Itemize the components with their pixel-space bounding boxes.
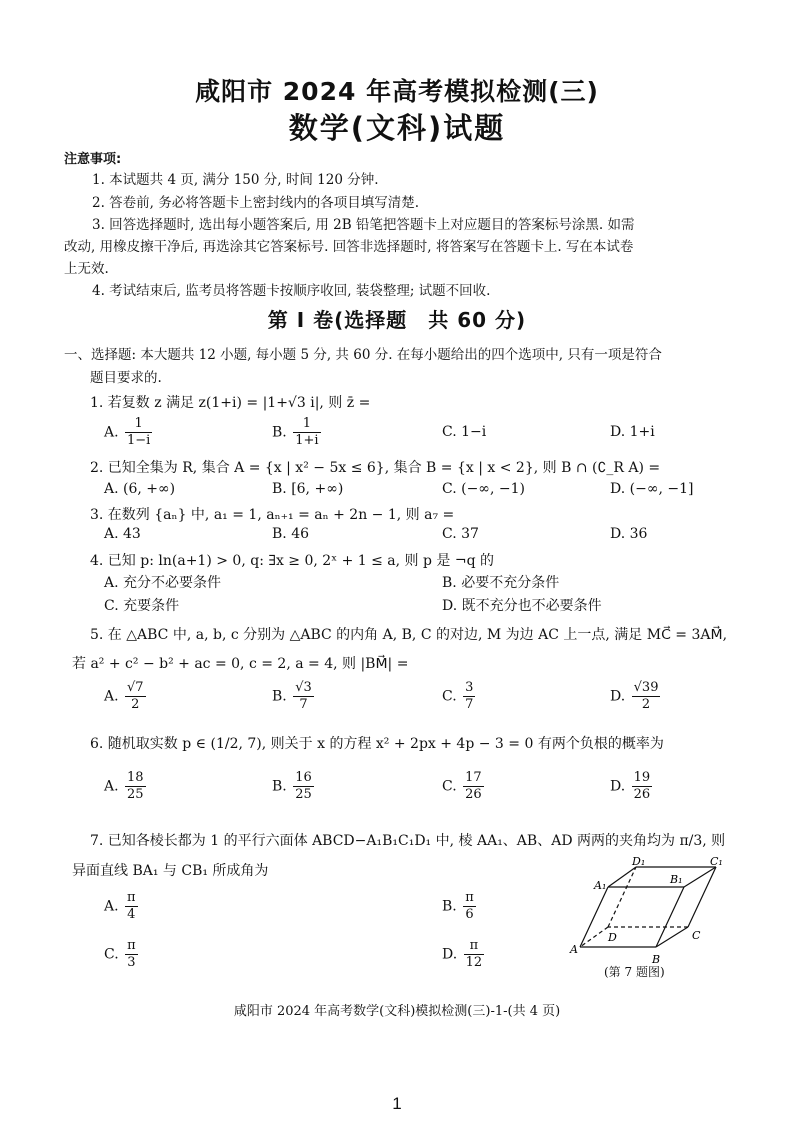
label-c1: C₁ bbox=[710, 855, 723, 868]
question-2-stem: 2. 已知全集为 R, 集合 A = {x | x² − 5x ≤ 6}, 集合 B = {x | x < 2}, 则 B ∩ (∁_R A) = bbox=[90, 460, 661, 476]
question-3-option-d: D. 36 bbox=[610, 526, 648, 542]
notice-line-6: 4. 考试结束后, 监考员将答题卡按顺序收回, 装袋整理; 试题不回收. bbox=[92, 283, 491, 299]
notice-heading: 注意事项: bbox=[64, 152, 122, 167]
question-5-option-a: A. $\frac{√7}{2}$ bbox=[104, 680, 144, 712]
label-a: A bbox=[570, 943, 578, 956]
question-6-option-d: D. $\frac{19}{26}$ bbox=[610, 770, 651, 802]
question-4-option-c: C. 充要条件 bbox=[104, 598, 180, 614]
question-5-option-b: B. $\frac{√3}{7}$ bbox=[272, 680, 312, 712]
label-d1: D₁ bbox=[632, 855, 646, 868]
figure-caption: (第 7 题图) bbox=[604, 965, 665, 979]
question-1-stem: 1. 若复数 z 满足 z(1+i) = |1+√3 i|, 则 z̄ = bbox=[90, 395, 371, 411]
question-5-option-c: C. $\frac{3}{7}$ bbox=[442, 680, 474, 712]
parallelepiped-figure bbox=[568, 855, 728, 965]
edge-a1-d1 bbox=[608, 867, 636, 887]
section-instruction-1: 一、选择题: 本大题共 12 小题, 每小题 5 分, 共 60 分. 在每小题给出的四个选项中, 只有一项是符合 bbox=[64, 347, 662, 363]
question-6-option-c: C. $\frac{17}{26}$ bbox=[442, 770, 482, 802]
question-6-option-a: A. $\frac{18}{25}$ bbox=[104, 770, 144, 802]
label-a1: A₁ bbox=[594, 879, 607, 892]
question-7-option-d: D. $\frac{\pi}{12}$ bbox=[442, 938, 483, 970]
question-6-stem: 6. 随机取实数 p ∈ (1/2, 7), 则关于 x 的方程 x² + 2px + 4p − 3 = 0 有两个负根的概率为 bbox=[90, 736, 664, 752]
question-2-option-a: A. (6, +∞) bbox=[104, 481, 176, 497]
exam-subtitle: 数学(文科)试题 bbox=[288, 111, 506, 145]
question-1-option-a: A. $\frac{1}{1-i}$ bbox=[104, 416, 151, 448]
section-title: 第 Ⅰ 卷(选择题 共 60 分) bbox=[267, 308, 527, 332]
question-7-option-b: B. $\frac{\pi}{6}$ bbox=[442, 890, 474, 922]
question-5-option-d: D. $\frac{√39}{2}$ bbox=[610, 680, 659, 712]
label-b: B bbox=[652, 953, 661, 965]
question-2-option-d: D. (−∞, −1] bbox=[610, 481, 694, 497]
page-number: 1 bbox=[392, 1094, 402, 1113]
edge-a-a1 bbox=[580, 887, 608, 947]
notice-line-1: 1. 本试题共 4 页, 满分 150 分, 时间 120 分钟. bbox=[92, 172, 379, 188]
question-4-stem: 4. 已知 p: ln(a+1) > 0, q: ∃x ≥ 0, 2ˣ + 1 ≤ a, 则 p 是 ¬q 的 bbox=[90, 553, 494, 569]
question-4-option-b: B. 必要不充分条件 bbox=[442, 575, 560, 591]
question-3-option-b: B. 46 bbox=[272, 526, 310, 542]
edge-d-d1 bbox=[608, 867, 636, 927]
question-7-option-c: C. $\frac{\pi}{3}$ bbox=[104, 938, 136, 970]
question-7-stem-2: 异面直线 BA₁ 与 CB₁ 所成角为 bbox=[72, 863, 269, 879]
section-instruction-2: 题目要求的. bbox=[90, 370, 162, 386]
question-1-option-c: C. 1−i bbox=[442, 424, 487, 440]
question-3-option-a: A. 43 bbox=[104, 526, 141, 542]
question-5-stem-2: 若 a² + c² − b² + ac = 0, c = 2, a = 4, 则 |BM⃗| = bbox=[72, 656, 409, 672]
question-7-option-a: A. $\frac{\pi}{4}$ bbox=[104, 890, 136, 922]
question-3-option-c: C. 37 bbox=[442, 526, 479, 542]
question-1-option-b: B. $\frac{1}{1+i}$ bbox=[272, 416, 319, 448]
question-2-option-b: B. [6, +∞) bbox=[272, 481, 344, 497]
question-6-option-b: B. $\frac{16}{25}$ bbox=[272, 770, 312, 802]
question-4-option-d: D. 既不充分也不必要条件 bbox=[442, 598, 602, 614]
question-1-option-d: D. 1+i bbox=[610, 424, 655, 440]
question-2-option-c: C. (−∞, −1) bbox=[442, 481, 525, 497]
label-d: D bbox=[608, 931, 617, 944]
question-3-stem: 3. 在数列 {aₙ} 中, a₁ = 1, aₙ₊₁ = aₙ + 2n − 1, 则 a₇ = bbox=[90, 507, 455, 523]
question-4-option-a: A. 充分不必要条件 bbox=[104, 575, 222, 591]
label-b1: B₁ bbox=[670, 873, 683, 886]
question-7-stem-1: 7. 已知各棱长都为 1 的平行六面体 ABCD−A₁B₁C₁D₁ 中, 棱 AA₁、AB、AD 两两的夹角均为 π/3, 则 bbox=[90, 833, 726, 849]
question-5-stem-1: 5. 在 △ABC 中, a, b, c 分别为 △ABC 的内角 A, B, C 的对边, M 为边 AC 上一点, 满足 MC⃗ = 3AM⃗, bbox=[90, 627, 728, 643]
notice-line-5: 上无效. bbox=[64, 261, 109, 277]
notice-line-4: 改动, 用橡皮擦干净后, 再选涂其它答案标号. 回答非选择题时, 将答案写在答题卡上. 写在本试卷 bbox=[64, 239, 634, 255]
notice-line-2: 2. 答卷前, 务必将答题卡上密封线内的各项目填写清楚. bbox=[92, 195, 420, 211]
exam-title: 咸阳市 2024 年高考模拟检测(三) bbox=[195, 77, 599, 106]
page-footer: 咸阳市 2024 年高考数学(文科)模拟检测(三)-1-(共 4 页) bbox=[233, 1004, 561, 1019]
notice-line-3: 3. 回答选择题时, 选出每小题答案后, 用 2B 铅笔把答题卡上对应题目的答案标号涂黑. 如需 bbox=[92, 217, 635, 233]
label-c: C bbox=[692, 929, 701, 942]
